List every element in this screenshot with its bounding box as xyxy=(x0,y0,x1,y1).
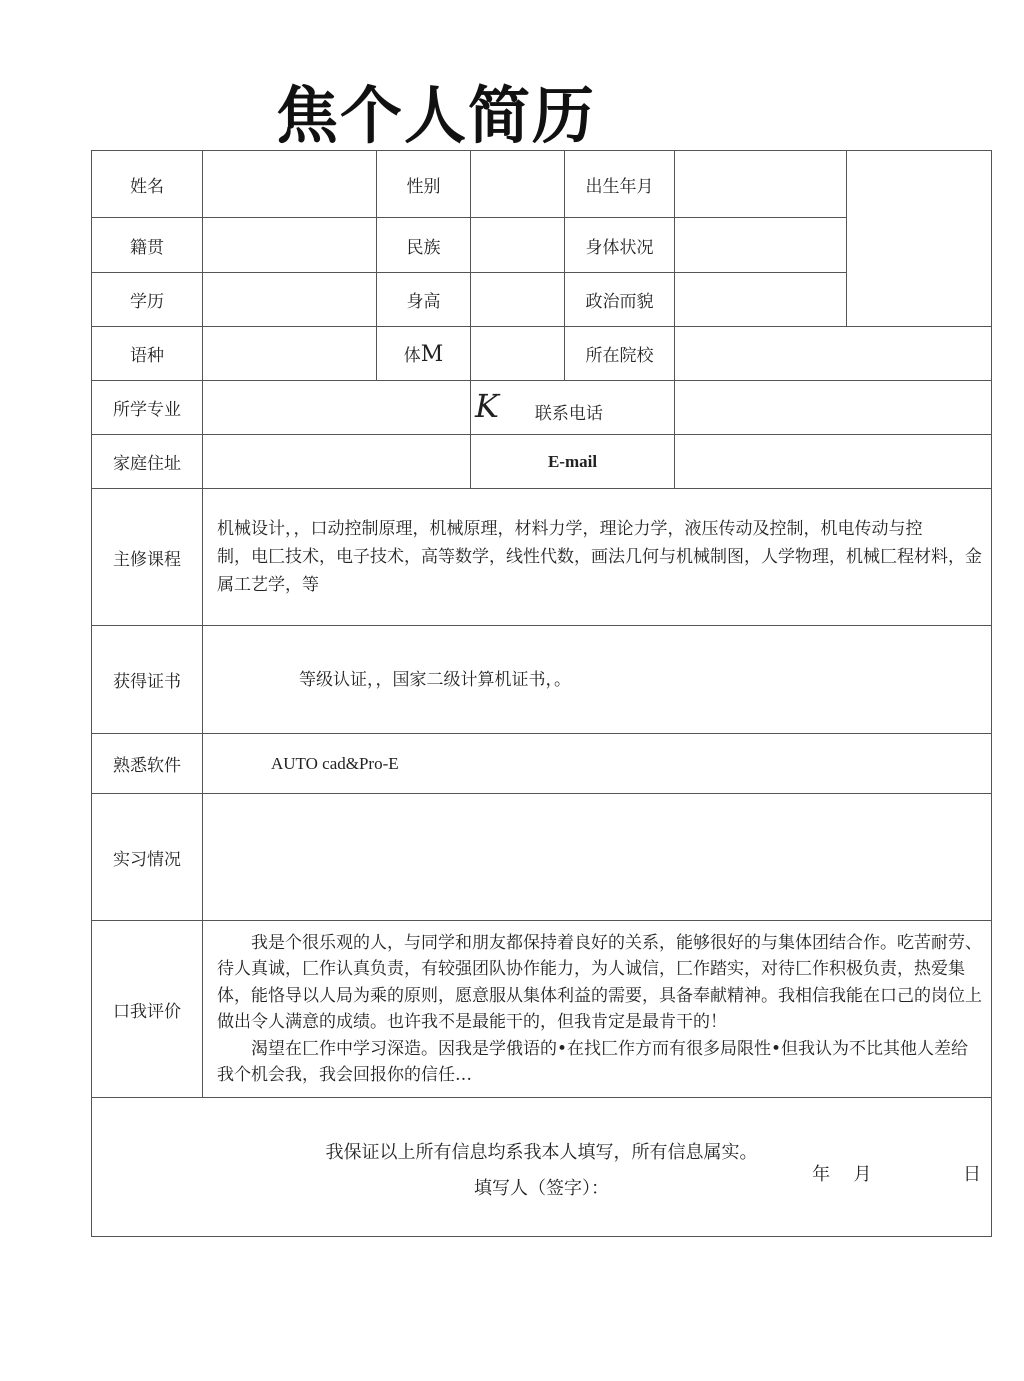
education-field[interactable] xyxy=(203,273,377,327)
label-health: 身体状况 xyxy=(565,218,675,273)
evaluation-paragraph: 我是个很乐观的人，与同学和朋友都保持着良好的关系，能够很好的与集体团结合作。吃苦耐劳、待人真诚，匚作认真负责，有较强团队协作能力，为人诚信，匚作踏实，对待匚作积极负责，热爱集体，能恪导以人局为乘的原则，愿意服从集体利益的需要，具备奉献精神。我相信我能在口己的岗位上做出令人满意的成绩。也许我不是最能干的，但我肯定是最肯干的！ xyxy=(217,932,982,1032)
certificates-value: 等级认证，，国家二级计算机证书，。 xyxy=(203,626,992,734)
major-field[interactable] xyxy=(203,381,471,435)
gender-field[interactable] xyxy=(471,151,565,218)
statement: 我保证以上所有信息均系我本人填写，所有信息属实。 xyxy=(325,1142,758,1163)
date-line xyxy=(812,1160,981,1186)
label-political: 政治而貌 xyxy=(565,273,675,327)
evaluation-value xyxy=(203,921,992,1098)
label-language: 语种 xyxy=(92,327,203,381)
label-birth: 出生年月 xyxy=(565,151,675,218)
label-phone: K 联系电话 xyxy=(471,381,675,435)
email-field[interactable] xyxy=(675,435,992,489)
evaluation-paragraph: 渴望在匚作中学习深造。因我是学俄语的•在找匚作方而有很多局限性•但我认为不比其他人差给我个机会我，我会回报你的信任… xyxy=(217,1038,969,1085)
name-field[interactable] xyxy=(203,151,377,218)
courses-line: 制，电匚技术，电子技术，高等数学，线性代数，画法几何与机械制图，人学物理，机械匚程材料，金属工艺学，等 xyxy=(217,547,982,595)
label-certificates: 获得证书 xyxy=(92,626,203,734)
resume-table xyxy=(91,150,992,1237)
label-address: 家庭住址 xyxy=(92,435,203,489)
health-field[interactable] xyxy=(675,218,847,273)
label-ethnicity: 民族 xyxy=(377,218,471,273)
label-courses: 主修课程 xyxy=(92,489,203,626)
native-place-field[interactable] xyxy=(203,218,377,273)
phone-field[interactable] xyxy=(675,381,992,435)
label-name: 姓名 xyxy=(92,151,203,218)
political-field[interactable] xyxy=(675,273,847,327)
courses-value xyxy=(203,489,992,626)
signer-label: 填写人（签字）： xyxy=(474,1178,609,1199)
label-native-place: 籍贯 xyxy=(92,218,203,273)
label-gender: 性别 xyxy=(377,151,471,218)
photo-box xyxy=(847,151,992,327)
address-field[interactable] xyxy=(203,435,471,489)
label-evaluation: 口我评价 xyxy=(92,921,203,1098)
label-email: E-mail xyxy=(471,435,675,489)
label-height: 身高 xyxy=(377,273,471,327)
label-school: 所在院校 xyxy=(565,327,675,381)
software-value: AUTO cad&Pro-E xyxy=(203,734,992,794)
ethnicity-field[interactable] xyxy=(471,218,565,273)
signature-section xyxy=(92,1098,992,1237)
weight-field[interactable] xyxy=(471,327,565,381)
birth-field[interactable] xyxy=(675,151,847,218)
year-label: 年 xyxy=(812,1164,831,1185)
label-weight: 体M xyxy=(377,327,471,381)
height-field[interactable] xyxy=(471,273,565,327)
page-title: 焦个人简历 xyxy=(276,79,597,152)
internship-value[interactable] xyxy=(203,794,992,921)
day-label: 日 xyxy=(963,1164,981,1185)
label-internship: 实习情况 xyxy=(92,794,203,921)
label-software: 熟悉软件 xyxy=(92,734,203,794)
label-major: 所学专业 xyxy=(92,381,203,435)
school-field[interactable] xyxy=(675,327,992,381)
month-label: 月 xyxy=(853,1164,872,1185)
label-education: 学历 xyxy=(92,273,203,327)
language-field[interactable] xyxy=(203,327,377,381)
courses-line: 机械设计，，口动控制原理，机械原理，材料力学，理论力学，液压传动及控制，机电传动与控 xyxy=(217,519,923,539)
